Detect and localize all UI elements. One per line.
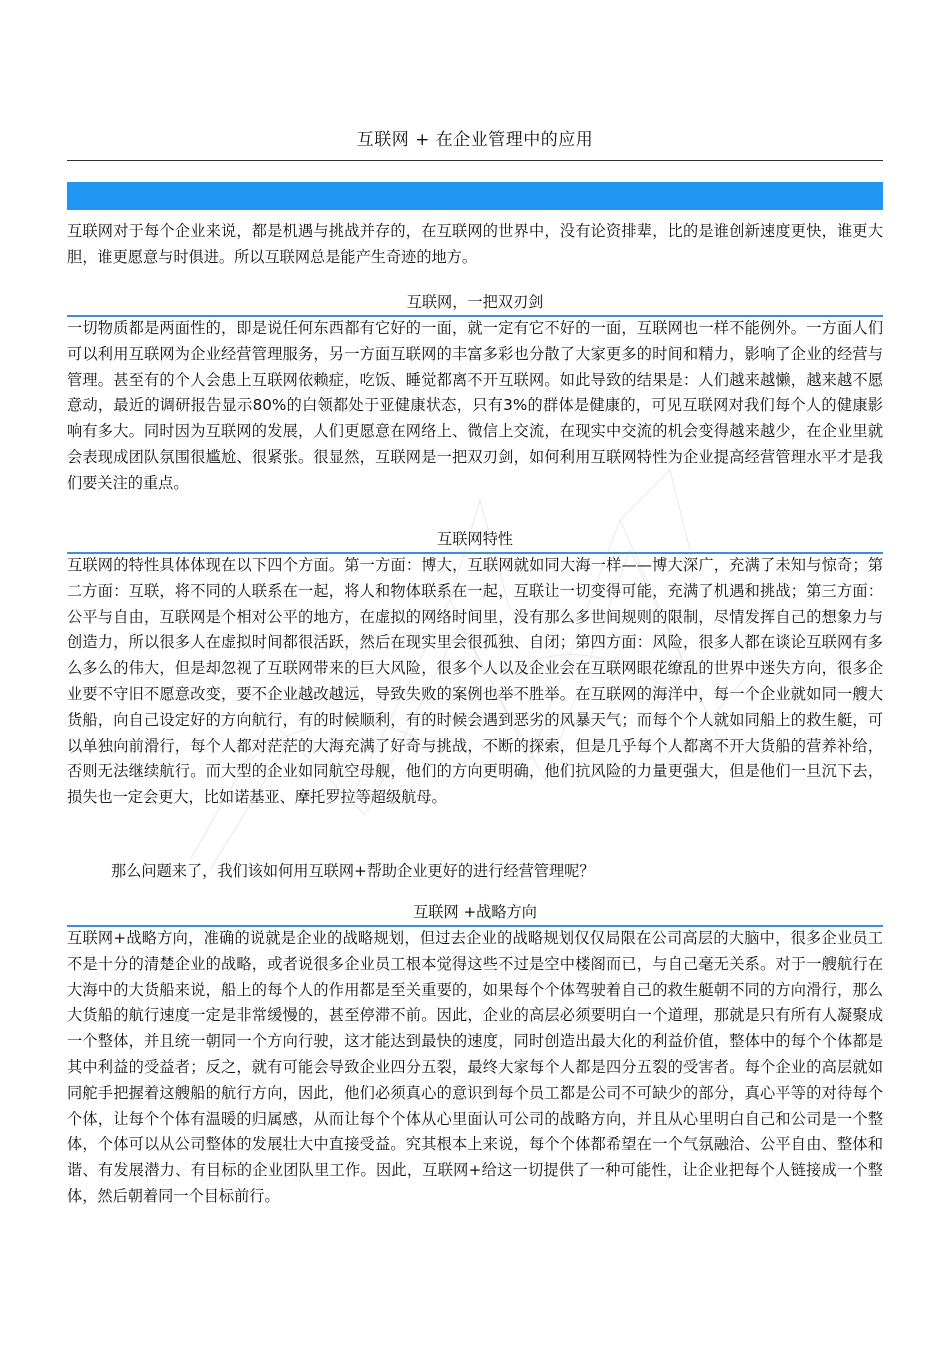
document-title: 互联网 + 在企业管理中的应用 bbox=[356, 130, 594, 150]
body-paragraph: 互联网+战略方向，准确的说就是企业的战略规划，但过去企业的战略规划仅仅局限在公司高层的大脑中，很多企业员工不是十分的清楚企业的战略，或者说很多企业员工根本觉得这些不过是空中楼阁而已，与自己毫无关系。对于一艘航行在大海中的大货船来说，船上的每个人的作用都是至关重要的，如果每个个体驾驶着自己的救生艇朝不同的方向滑行，那么大货船的航行速度一定是非常缓慢的，甚至停滞不前。因此，企业的高层必须要明白一个道理，那就是只有所有人凝聚成一个整体，并且统一朝同一个方向行驶，这才能达到最快的速度，同时创造出最大化的利益价值，整体中的每个个体都是其中利益的受益者；反之，就有可能会导致企业四分五裂，最终大家每个人都是四分五裂的受害者。每个企业的高层就如同舵手把握着这艘船的航行方向，因此，他们必须真心的意识到每个员工都是公司不可缺少的部分，真心平等的对待每个个体，让每个个体有温暖的归属感，从而让每个个体从心里面认可公司的战略方向，并且从心里明白自己和公司是一个整体，个体可以从公司整体的发展壮大中直接受益。究其根本上来说，每个个体都希望在一个气氛融洽、公平自由、整体和谐、有发展潜力、有目标的企业团队里工作。因此，互联网+给这一切提供了一种可能性，让企业把每个人链接成一个整体，然后朝着同一个目标前行。 bbox=[67, 929, 883, 1205]
intro-block bbox=[67, 219, 883, 271]
question-block bbox=[67, 859, 883, 885]
section-heading-double-edged-sword: 互联网，一把双刃剑 bbox=[406, 293, 544, 311]
body-paragraph: 一切物质都是两面性的，即是说任何东西都有它好的一面，就一定有它不好的一面，互联网也一样不能例外。一方面人们可以利用互联网为企业经营管理服务，另一方面互联网的丰富多彩也分散了大家更多的时间和精力，影响了企业的经营与管理。甚至有的个人会患上互联网依赖症，吃饭、睡觉都离不开互联网。如此导致的结果是：人们越来越懒，越来越不愿意动，最近的调研报告显示80%的白领都处于亚健康状态，只有3%的群体是健康的，可见互联网对我们每个人的健康影响有多大。同时因为互联网的发展，人们更愿意在网络上、微信上交流，在现实中交流的机会变得越来越少，在企业里就会表现成团队氛围很尴尬、很紧张。很显然，互联网是一把双刃剑，如何利用互联网特性为企业提高经营管理水平才是我们要关注的重点。 bbox=[67, 319, 883, 492]
body-paragraph: 互联网的特性具体体现在以下四个方面。第一方面：博大，互联网就如同大海一样——博大深广，充满了未知与惊奇；第二方面：互联，将不同的人联系在一起，将人和物体联系在一起，互联让一切变得可能，充满了机遇和挑战；第三方面：公平与自由，互联网是个相对公平的地方，在虚拟的网络时间里，没有那么多世间规则的限制，尽情发挥自己的想象力与创造力，所以很多人在虚拟时间都很活跃，然后在现实里会很孤独、自闭；第四方面：风险，很多人都在谈论互联网有多么多么的伟大，但是却忽视了互联网带来的巨大风险，很多个人以及企业会在互联网眼花缭乱的世界中迷失方向，很多企业要不守旧不愿意改变，要不企业越改越远，导致失败的案例也举不胜举。在互联网的海洋中，每一个企业就如同一艘大货船，向自己设定好的方向航行，有的时候顺利，有的时候会遇到恶劣的风暴天气；而每个个人就如同船上的救生艇，可以单独向前滑行，每个人都对茫茫的大海充满了好奇与挑战，不断的探索，但是几乎每个人都离不开大货船的营养补给，否则无法继续航行。而大型的企业如同航空母舰，他们的方向更明确，他们抗风险的力量更强大，但是他们一旦沉下去，损失也一定会更大，比如诺基亚、摩托罗拉等超级航母。 bbox=[67, 556, 883, 807]
section-body-double-edged-sword bbox=[67, 316, 883, 497]
section-heading-strategy-direction: 互联网 +战略方向 bbox=[413, 903, 537, 921]
title-divider bbox=[67, 160, 883, 161]
section-heading-internet-features: 互联网特性 bbox=[437, 530, 513, 548]
intro-paragraph: 互联网对于每个企业来说，都是机遇与挑战并存的，在互联网的世界中，没有论资排辈，比的是谁创新速度更快，谁更大胆，谁更愿意与时俱进。所以互联网总是能产生奇迹的地方。 bbox=[67, 222, 883, 266]
section-body-internet-features bbox=[67, 553, 883, 811]
question-paragraph: 那么问题来了，我们该如何用互联网+帮助企业更好的进行经营管理呢？ bbox=[111, 862, 595, 880]
header-band bbox=[67, 182, 883, 210]
section-body-strategy-direction bbox=[67, 926, 883, 1210]
